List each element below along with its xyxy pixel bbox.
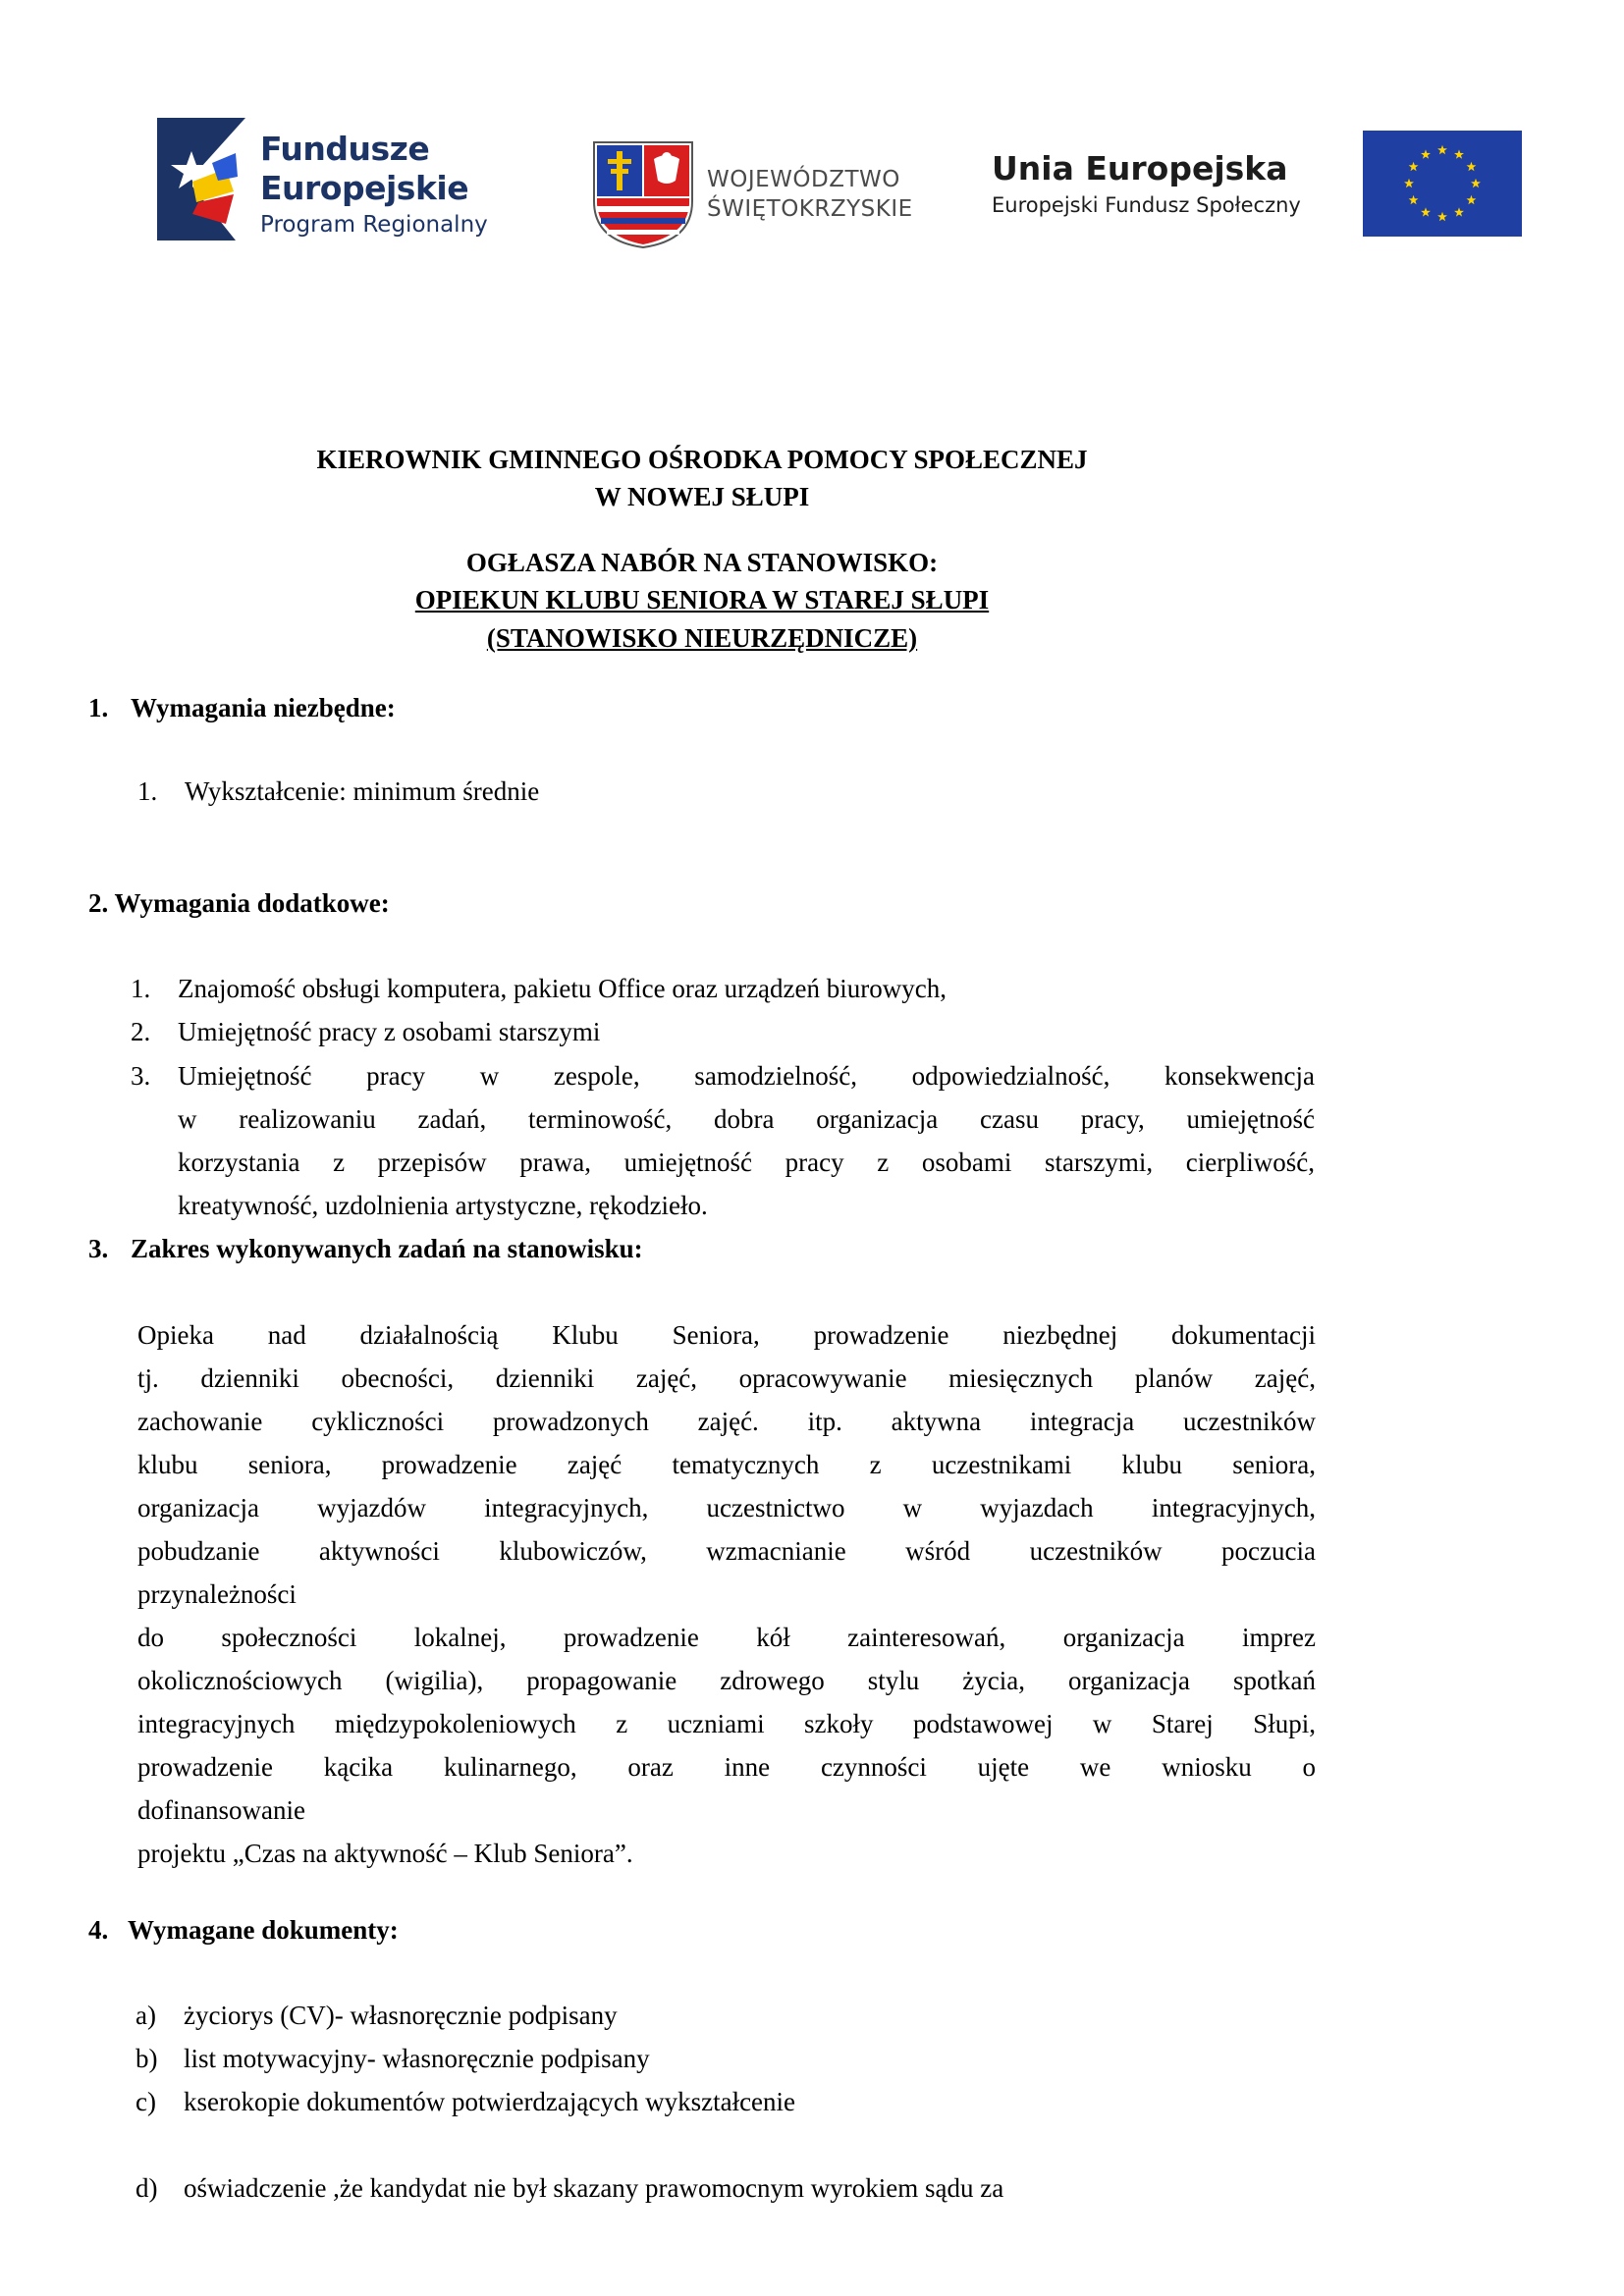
section2-item3-marker: 3. (131, 1061, 151, 1091)
ue-line1: Unia Europejska (992, 149, 1288, 187)
section4-item-b-text: list motywacyjny- własnoręcznie podpisany (184, 2044, 650, 2073)
section3-line3: zachowanie cykliczności prowadzonych zajęć. itp. aktywna integracja uczestników (137, 1407, 1316, 1436)
section2-item2-text: Umiejętność pracy z osobami starszymi (178, 1017, 601, 1046)
eu-flag-icon (1363, 131, 1522, 237)
section1-item-marker: 1. (137, 776, 158, 806)
section4-item-b-marker: b) (135, 2044, 158, 2073)
section4-item-d-text: oświadczenie ,że kandydat nie był skazany prawomocnym wyrokiem sądu za (184, 2173, 1004, 2203)
section2-item2-marker: 2. (131, 1017, 151, 1046)
fe-line2: Europejskie (260, 169, 469, 207)
section4-title: Wymagane dokumenty: (128, 1915, 399, 1945)
section4-item-c-marker: c) (135, 2087, 156, 2116)
section1-number: 1. (88, 693, 109, 722)
section3-line4: klubu seniora, prowadzenie zajęć tematycznych z uczestnikami klubu seniora, (137, 1450, 1316, 1479)
section2-item3-line2: w realizowaniu zadań, terminowość, dobra organizacja czasu pracy, umiejętność (178, 1104, 1315, 1134)
section2-item3-line4: kreatywność, uzdolnienia artystyczne, rękodzieło. (178, 1191, 708, 1220)
section3-line6: pobudzanie aktywności klubowiczów, wzmacnianie wśród uczestników poczucia (137, 1536, 1316, 1566)
section3-number: 3. (88, 1234, 109, 1263)
section2-item1-text: Znajomość obsługi komputera, pakietu Office oraz urządzeń biurowych, (178, 974, 947, 1003)
position-type: (STANOWISKO NIEURZĘDNICZE) (486, 623, 918, 653)
ws-line2: ŚWIĘTOKRZYSKIE (707, 196, 913, 222)
fundusze-europejskie-logo (157, 108, 530, 255)
section3-line11: prowadzenie kącika kulinarnego, oraz inne czynności ujęte we wniosku o (137, 1752, 1316, 1782)
section2-item3-line3: korzystania z przepisów prawa, umiejętność pracy z osobami starszymi, cierpliwość, (178, 1148, 1315, 1177)
header-line-2: W NOWEJ SŁUPI (594, 482, 810, 511)
section3-line7: przynależności (137, 1579, 297, 1609)
wojewodztwo-swietokrzyskie-logo (589, 137, 923, 250)
section1-title: Wymagania niezbędne: (131, 693, 396, 722)
section4-number: 4. (88, 1915, 109, 1945)
position-title: OPIEKUN KLUBU SENIORA W STAREJ SŁUPI (414, 585, 990, 614)
section2-item3-line1: Umiejętność pracy w zespole, samodzielność, odpowiedzialność, konsekwencja (178, 1061, 1315, 1091)
fe-line1: Fundusze (260, 130, 430, 168)
section2-title: 2. Wymagania dodatkowe: (88, 888, 390, 918)
section3-line8: do społeczności lokalnej, prowadzenie kół zainteresowań, organizacja imprez (137, 1623, 1316, 1652)
section3-title: Zakres wykonywanych zadań na stanowisku: (131, 1234, 643, 1263)
section1-item-text: Wykształcenie: minimum średnie (185, 776, 540, 806)
fe-line3: Program Regionalny (260, 212, 488, 238)
fe-star-emblem-icon (157, 108, 255, 255)
section3-line13: projektu „Czas na aktywność – Klub Seniora”. (137, 1839, 633, 1868)
coat-of-arms-icon (589, 137, 697, 250)
section3-line10: integracyjnych międzypokoleniowych z uczniami szkoły podstawowej w Starej Słupi, (137, 1709, 1316, 1738)
announcement-title: OGŁASZA NABÓR NA STANOWISKO: (465, 548, 939, 577)
section4-item-c-text: kserokopie dokumentów potwierdzających wykształcenie (184, 2087, 796, 2116)
ue-line2: Europejski Fundusz Społeczny (992, 193, 1301, 217)
section3-line9: okolicznościowych (wigilia), propagowanie zdrowego stylu życia, organizacja spotkań (137, 1666, 1316, 1695)
unia-europejska-text (992, 147, 1365, 226)
ws-line1: WOJEWÓDZTWO (707, 167, 900, 192)
header-line-1: KIEROWNIK GMINNEGO OŚRODKA POMOCY SPOŁECZNEJ (316, 445, 1088, 474)
logo-header (157, 103, 1522, 260)
section3-line2: tj. dzienniki obecności, dzienniki zajęć, opracowywanie miesięcznych planów zajęć, (137, 1363, 1316, 1393)
section3-line1: Opieka nad działalnością Klubu Seniora, prowadzenie niezbędnej dokumentacji (137, 1320, 1316, 1350)
section4-item-d-marker: d) (135, 2173, 158, 2203)
section3-line12: dofinansowanie (137, 1795, 305, 1825)
section4-item-a-text: życiorys (CV)- własnoręcznie podpisany (184, 2001, 618, 2030)
section3-line5: organizacja wyjazdów integracyjnych, uczestnictwo w wyjazdach integracyjnych, (137, 1493, 1316, 1522)
section2-item1-marker: 1. (131, 974, 151, 1003)
section4-item-a-marker: a) (135, 2001, 156, 2030)
